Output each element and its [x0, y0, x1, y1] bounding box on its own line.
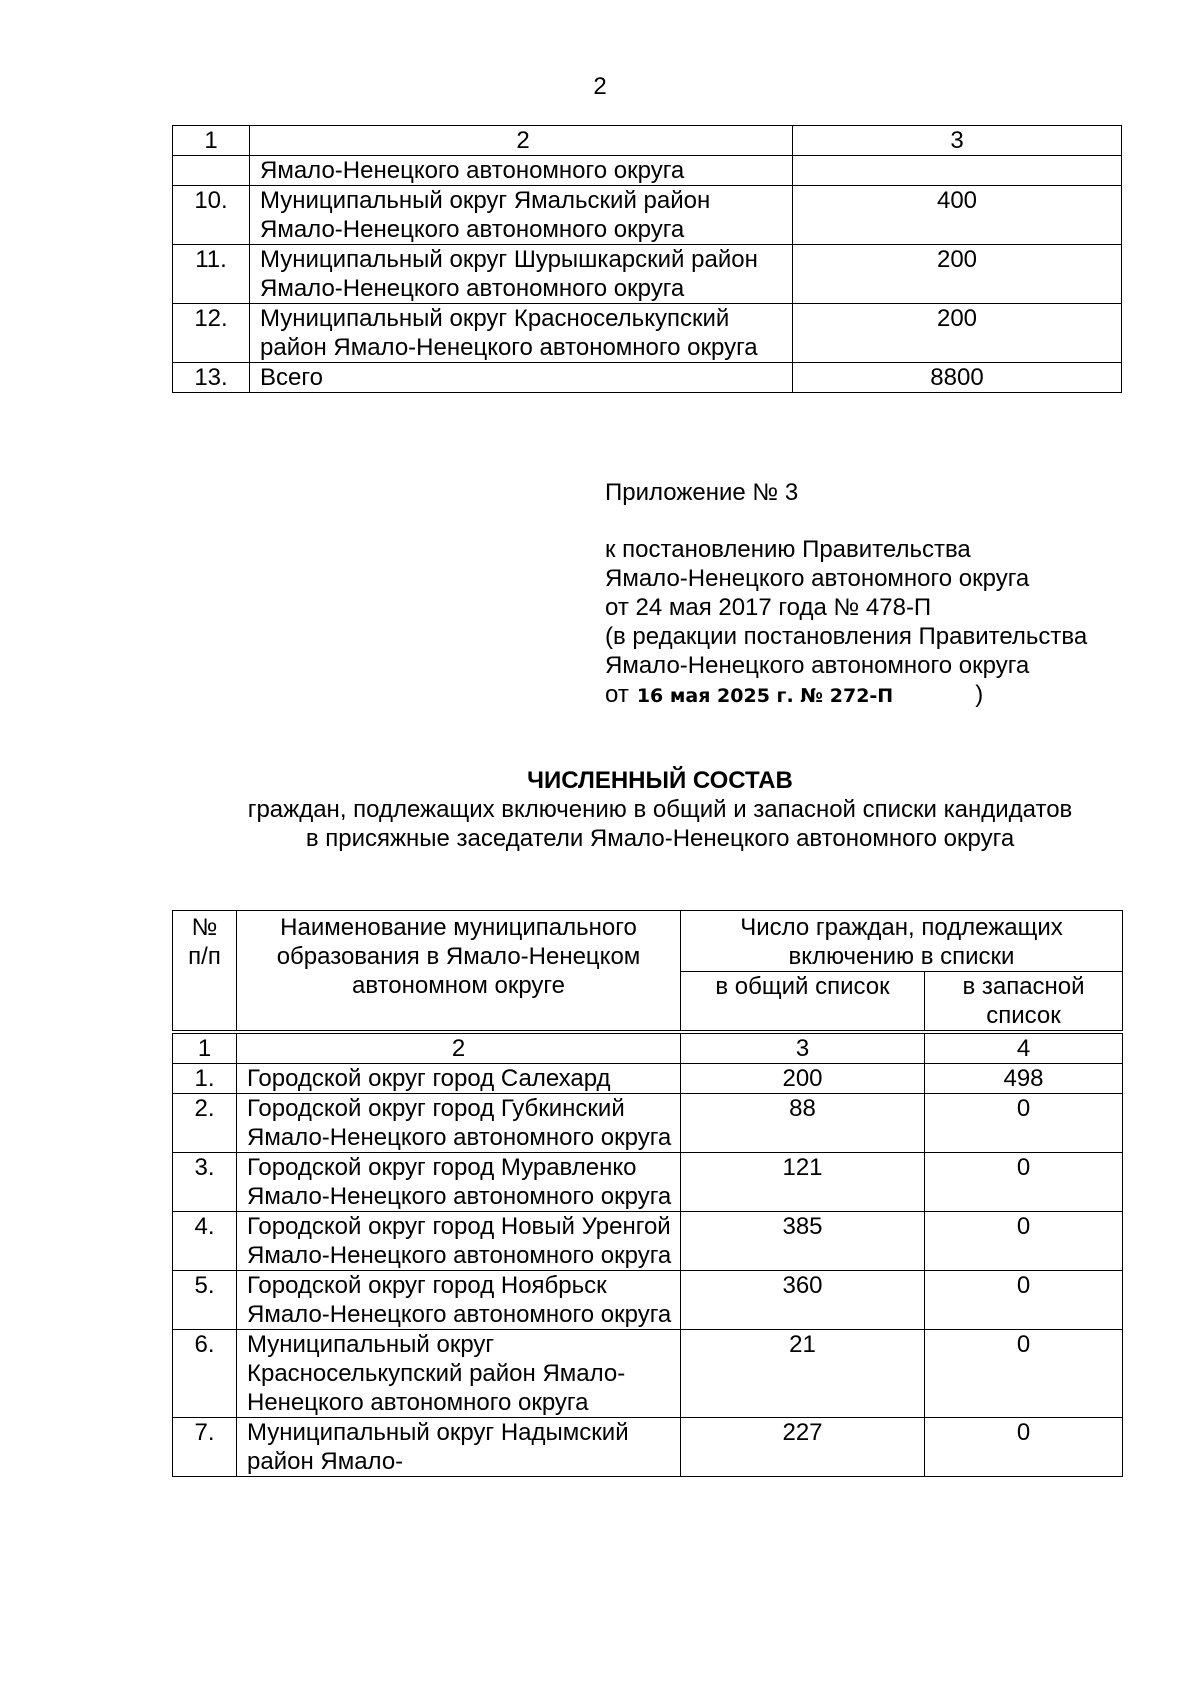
row-number: 10. [173, 186, 250, 245]
document-subtitle: граждан, подлежащих включению в общий и запасной списки кандидатов [247, 796, 1073, 823]
row-number: 1. [173, 1064, 237, 1094]
row-general: 227 [681, 1418, 925, 1477]
header-count: Число граждан, подлежащих включению в списки [681, 911, 1123, 972]
row-value: 200 [793, 245, 1122, 304]
table-row [173, 156, 1122, 186]
column-number: 4 [925, 1032, 1123, 1064]
row-number: 3. [173, 1153, 237, 1212]
row-number: 6. [173, 1330, 237, 1418]
row-value: 200 [793, 304, 1122, 363]
header-num: № п/п [173, 911, 237, 1033]
appendix-last-line [605, 680, 1165, 711]
row-name: Городской округ город Новый Уренгой Ямало-Ненецкого автономного округа [237, 1212, 681, 1271]
row-name: Городской округ город Муравленко Ямало-Ненецкого автономного округа [237, 1153, 681, 1212]
row-reserve: 0 [925, 1330, 1123, 1418]
header-cell: 3 [793, 126, 1122, 156]
heading-block [160, 766, 1160, 853]
row-name: Муниципальный округ Красноселькупский район Ямало-Ненецкого автономного округа [250, 304, 793, 363]
table-row [173, 1212, 1123, 1271]
row-general: 21 [681, 1330, 925, 1418]
column-number: 1 [173, 1032, 237, 1064]
row-reserve: 0 [925, 1271, 1123, 1330]
appendix-date: 16 мая 2025 г. № 272-П [636, 685, 894, 707]
table-row [173, 1271, 1123, 1330]
table-row [173, 1330, 1123, 1418]
row-general: 385 [681, 1212, 925, 1271]
row-name: Всего [250, 363, 793, 393]
row-name: Муниципальный округ Ямальский район Ямало-Ненецкого автономного округа [250, 186, 793, 245]
table-row-total [173, 363, 1122, 393]
row-name: Муниципальный округ Шурышкарский район Ямало-Ненецкого автономного округа [250, 245, 793, 304]
table-row [173, 304, 1122, 363]
row-name: Городской округ город Ноябрьск Ямало-Ненецкого автономного округа [237, 1271, 681, 1330]
row-number: 7. [173, 1418, 237, 1477]
table-row [173, 1064, 1123, 1094]
appendix-last-prefix: от [605, 681, 629, 708]
row-general: 360 [681, 1271, 925, 1330]
row-name: Ямало-Ненецкого автономного округа [250, 156, 793, 186]
row-value: 400 [793, 186, 1122, 245]
table-header-row [173, 126, 1122, 156]
row-number: 2. [173, 1094, 237, 1153]
appendix-line: (в редакции постановления Правительства [605, 623, 1088, 650]
row-reserve: 0 [925, 1094, 1123, 1153]
table-row [173, 1153, 1123, 1212]
row-reserve: 498 [925, 1064, 1123, 1094]
row-name: Муниципальный округ Надымский район Ямало- [237, 1418, 681, 1477]
table-row [173, 1094, 1123, 1153]
appendix-block [605, 478, 1165, 711]
row-value [793, 156, 1122, 186]
appendix-line: от 24 мая 2017 года № 478-П [605, 594, 932, 621]
table-header-row [173, 911, 1123, 972]
header-cell: 2 [250, 126, 793, 156]
row-name: Городской округ город Салехард [237, 1064, 681, 1094]
table-continued [172, 125, 1122, 393]
appendix-lines [605, 535, 1165, 711]
column-number: 3 [681, 1032, 925, 1064]
document-subtitle: в присяжные заседатели Ямало-Ненецкого автономного округа [305, 825, 1015, 852]
row-number: 13. [173, 363, 250, 393]
document-title: ЧИСЛЕННЫЙ СОСТАВ [527, 767, 793, 794]
appendix-title: Приложение № 3 [605, 479, 799, 506]
header-name: Наименование муниципального образования в Ямало-Ненецком автономном округе [237, 911, 681, 1033]
column-number-row [173, 1032, 1123, 1064]
table-main [172, 910, 1123, 1477]
row-number: 4. [173, 1212, 237, 1271]
row-general: 121 [681, 1153, 925, 1212]
column-number: 2 [237, 1032, 681, 1064]
appendix-close-paren: ) [975, 681, 984, 708]
row-name: Городской округ город Губкинский Ямало-Ненецкого автономного округа [237, 1094, 681, 1153]
appendix-line: Ямало-Ненецкого автономного округа [605, 652, 1030, 679]
row-general: 200 [681, 1064, 925, 1094]
table-row [173, 1418, 1123, 1477]
row-reserve: 0 [925, 1418, 1123, 1477]
row-number: 5. [173, 1271, 237, 1330]
page-number: 2 [593, 73, 607, 100]
table-row [173, 245, 1122, 304]
row-reserve: 0 [925, 1212, 1123, 1271]
row-name: Муниципальный округ Красноселькупский район Ямало-Ненецкого автономного округа [237, 1330, 681, 1418]
header-general: в общий список [681, 972, 925, 1033]
appendix-line: к постановлению Правительства [605, 536, 971, 563]
row-number: 11. [173, 245, 250, 304]
appendix-line: Ямало-Ненецкого автономного округа [605, 565, 1030, 592]
row-number [173, 156, 250, 186]
row-reserve: 0 [925, 1153, 1123, 1212]
header-cell: 1 [173, 126, 250, 156]
row-general: 88 [681, 1094, 925, 1153]
row-value: 8800 [793, 363, 1122, 393]
row-number: 12. [173, 304, 250, 363]
header-reserve: в запасной список [925, 972, 1123, 1033]
table-row [173, 186, 1122, 245]
